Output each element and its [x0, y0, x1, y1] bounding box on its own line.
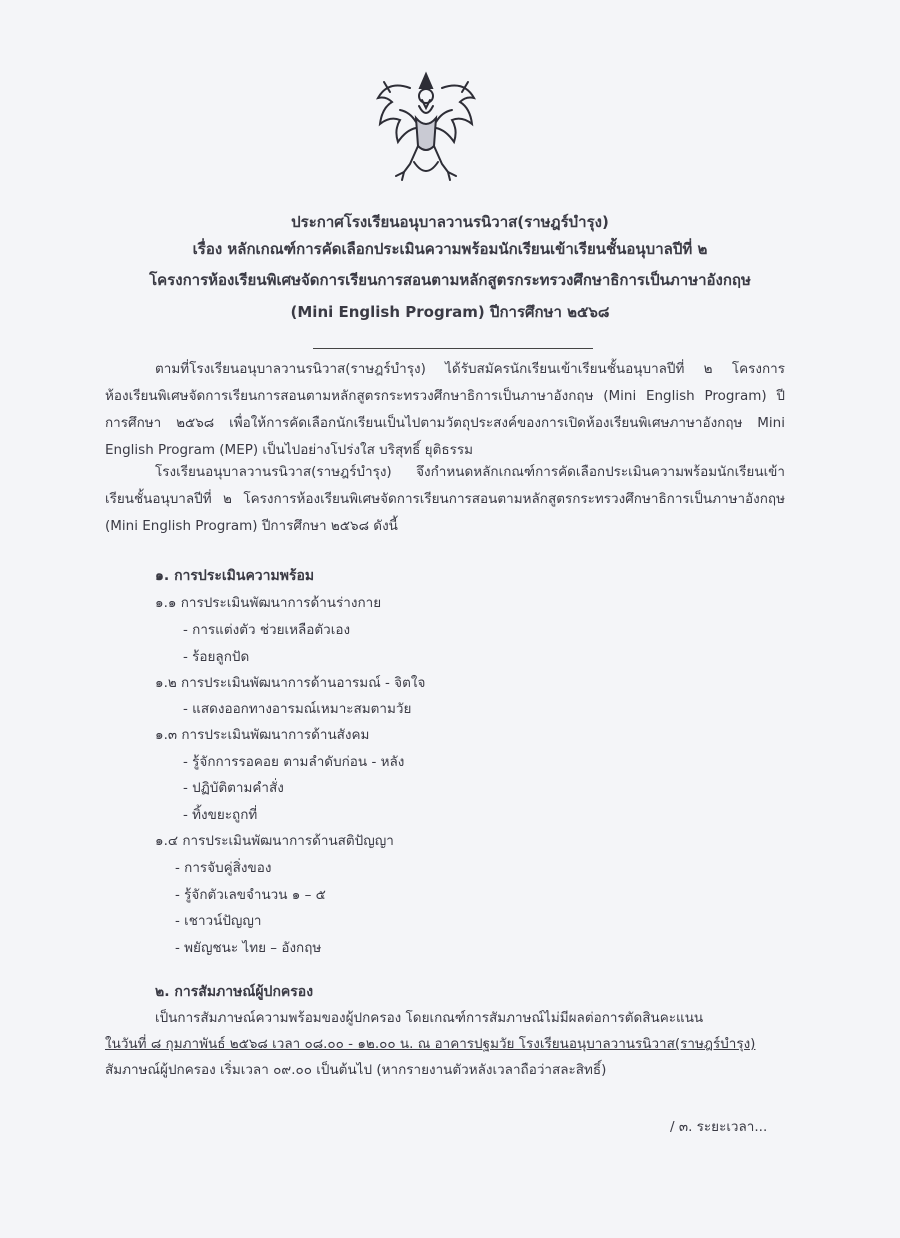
list-item: - ร้อยลูกปัด: [183, 649, 250, 665]
section-1-title: ๑. การประเมินความพร้อม: [155, 568, 315, 584]
intro-paragraph-1: ตามที่โรงเรียนอนุบาลวานรนิวาส(ราษฎร์บำรุง) ได้รับสมัครนักเรียนเข้าเรียนชั้นอนุบาลปีที่ ๒ โครงการห้องเรียนพิเศษจัดการเรียนการสอนตามหลักสูตรกระทรวงศึกษาธิการเป็นภาษาอังกฤษ (Mini English Program) ปีการศึกษา ๒๕๖๘ เพื่อให้การคัดเลือกนักเรียนเป็นไปตามวัตถุประสงค์ของการเปิดห้องเรียนพิเศษภาษาอังกฤษ Mini English Program (MEP) เป็นไปอย่างโปร่งใส บริสุทธิ์ ยุติธรรม: [105, 361, 785, 458]
header-line-4: (Mini English Program) ปีการศึกษา ๒๕๖๘: [290, 303, 610, 321]
subsection-1-2-title: ๑.๒ การประเมินพัฒนาการด้านอารมณ์ - จิตใจ: [155, 675, 426, 691]
list-item: - แสดงออกทางอารมณ์เหมาะสมตามวัย: [183, 701, 412, 717]
section-2-line-3: สัมภาษณ์ผู้ปกครอง เริ่มเวลา ๐๙.๐๐ เป็นต้นไป (หากรายงานตัวหลังเวลาถือว่าสละสิทธิ์): [105, 1062, 607, 1078]
list-item: - การจับคู่สิ่งของ: [175, 860, 272, 876]
garuda-emblem-icon: [370, 68, 482, 186]
subsection-1-3-title: ๑.๓ การประเมินพัฒนาการด้านสังคม: [155, 727, 370, 743]
list-item: - ปฏิบัติตามคำสั่ง: [183, 780, 284, 796]
list-item: - พยัญชนะ ไทย – อังกฤษ: [175, 940, 322, 956]
header-line-3: โครงการห้องเรียนพิเศษจัดการเรียนการสอนตามหลักสูตรกระทรวงศึกษาธิการเป็นภาษาอังกฤษ: [149, 271, 751, 289]
list-item: - เชาวน์ปัญญา: [175, 913, 262, 929]
list-item: - การแต่งตัว ช่วยเหลือตัวเอง: [183, 622, 351, 638]
section-2-line-1: เป็นการสัมภาษณ์ความพร้อมของผู้ปกครอง โดยเกณฑ์การสัมภาษณ์ไม่มีผลต่อการตัดสินคะแนน: [155, 1010, 704, 1026]
list-item: - รู้จักการรอคอย ตามลำดับก่อน - หลัง: [183, 754, 405, 770]
list-item: - รู้จักตัวเลขจำนวน ๑ – ๕: [175, 887, 326, 903]
subsection-1-1-title: ๑.๑ การประเมินพัฒนาการด้านร่างกาย: [155, 595, 382, 611]
list-item: - ทิ้งขยะถูกที่: [183, 807, 258, 823]
header-line-1: ประกาศโรงเรียนอนุบาลวานรนิวาส(ราษฎร์บำรุง): [291, 213, 609, 231]
section-2-title: ๒. การสัมภาษณ์ผู้ปกครอง: [155, 984, 314, 1000]
intro-paragraph-2: โรงเรียนอนุบาลวานรนิวาส(ราษฎร์บำรุง) จึงกำหนดหลักเกณฑ์การคัดเลือกประเมินความพร้อมนักเรียนเข้าเรียนชั้นอนุบาลปีที่ ๒ โครงการห้องเรียนพิเศษจัดการเรียนการสอนตามหลักสูตรกระทรวงศึกษาธิการเป็นภาษาอังกฤษ (Mini English Program) ปีการศึกษา ๒๕๖๘ ดังนี้: [105, 464, 785, 534]
subsection-1-4-title: ๑.๔ การประเมินพัฒนาการด้านสติปัญญา: [155, 833, 394, 849]
continuation-marker: / ๓. ระยะเวลา...: [670, 1119, 768, 1135]
header-line-2: เรื่อง หลักเกณฑ์การคัดเลือกประเมินความพร้อมนักเรียนเข้าเรียนชั้นอนุบาลปีที่ ๒: [192, 240, 708, 258]
section-2-line-2: ในวันที่ ๘ กุมภาพันธ์ ๒๕๖๘ เวลา ๐๘.๐๐ - ๑๒.๐๐ น. ณ อาคารปฐมวัย โรงเรียนอนุบาลวานรนิวาส(ราษฎร์บำรุง): [105, 1036, 756, 1052]
header-divider: [313, 348, 593, 349]
